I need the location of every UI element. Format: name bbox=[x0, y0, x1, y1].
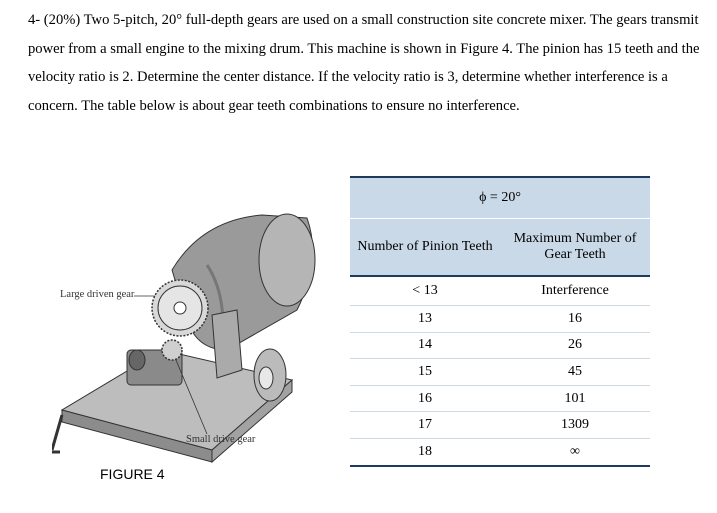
table-header-row bbox=[350, 218, 650, 277]
pressure-angle-header bbox=[350, 176, 650, 218]
cell-gear: 45 bbox=[568, 363, 582, 379]
table-row bbox=[350, 439, 650, 465]
table-row bbox=[350, 412, 650, 439]
table-row bbox=[350, 359, 650, 386]
table-row bbox=[350, 386, 650, 413]
problem-statement: 4- (20%) Two 5-pitch, 20° full-depth gears are used on a small construction site concrete mixer. The gears transmit power from a small engine to the mixing drum. This machine is shown in Figure 4. The pinion has 15 teeth and the velocity ratio is 2. Determine the center distance. If the velocity ratio is 3, determine whether interference is a concern. The table below is about gear teeth combinations to ensure no interference. bbox=[28, 12, 700, 114]
interference-table bbox=[350, 176, 650, 467]
cell-pinion: 18 bbox=[418, 443, 432, 459]
cell-gear: ∞ bbox=[570, 443, 580, 459]
cell-gear: 16 bbox=[568, 310, 582, 326]
label-small-drive-gear: Small drive gear bbox=[186, 434, 256, 445]
cell-pinion: < 13 bbox=[412, 283, 438, 298]
cell-gear: Interference bbox=[541, 283, 609, 298]
figure-caption: FIGURE 4 bbox=[100, 466, 165, 482]
cell-gear: 101 bbox=[564, 390, 586, 406]
cell-gear: 1309 bbox=[561, 417, 589, 433]
cell-gear: 26 bbox=[568, 337, 582, 353]
table-row bbox=[350, 306, 650, 333]
table-row bbox=[350, 277, 650, 306]
col-header-gear: Maximum Number of Gear Teeth bbox=[513, 231, 637, 262]
concrete-mixer-illustration bbox=[52, 200, 322, 470]
label-large-driven-gear: Large driven gear bbox=[60, 289, 135, 300]
col-header-pinion: Number of Pinion Teeth bbox=[357, 239, 493, 254]
table-row bbox=[350, 333, 650, 360]
cell-pinion: 15 bbox=[418, 363, 432, 379]
table-body bbox=[350, 277, 650, 467]
cell-pinion: 16 bbox=[418, 390, 432, 406]
cell-pinion: 14 bbox=[418, 337, 432, 353]
cell-pinion: 17 bbox=[418, 417, 432, 433]
pressure-angle-label: ϕ = 20° bbox=[479, 190, 521, 205]
cell-pinion: 13 bbox=[418, 310, 432, 326]
